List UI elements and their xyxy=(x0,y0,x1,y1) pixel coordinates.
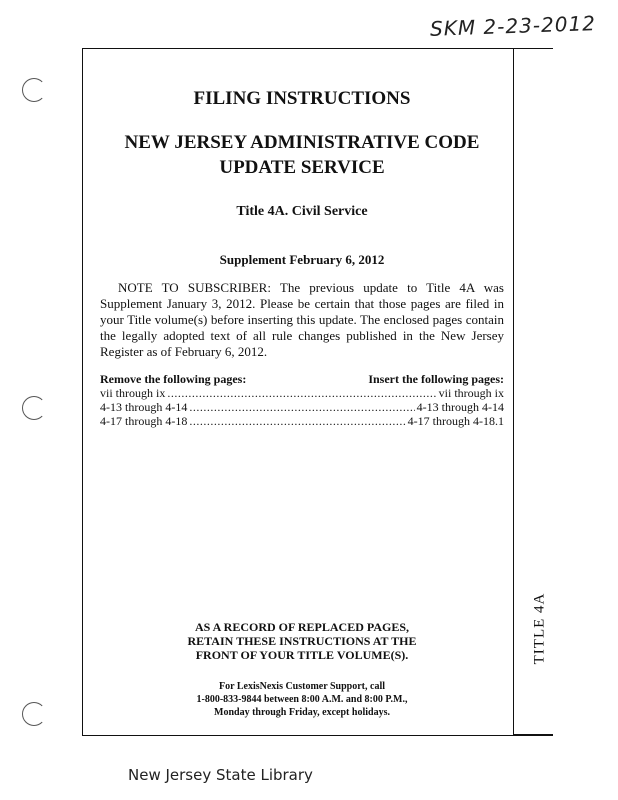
punch-hole xyxy=(22,396,46,420)
leader-dots xyxy=(189,414,405,428)
punch-hole xyxy=(22,702,46,726)
remove-pages: vii through ix xyxy=(100,386,166,400)
punch-hole xyxy=(22,78,46,102)
record-line: RETAIN THESE INSTRUCTIONS AT THE xyxy=(187,634,417,648)
support-line: For LexisNexis Customer Support, call xyxy=(218,681,385,692)
supplement-date: Supplement February 6, 2012 xyxy=(219,252,385,267)
support-line: Monday through Friday, except holidays. xyxy=(214,707,390,718)
record-notice xyxy=(100,620,504,662)
tab-label: TITLE 4A xyxy=(531,592,548,665)
leader-dots xyxy=(189,400,414,414)
insert-pages: 4-13 through 4-14 xyxy=(416,400,504,414)
remove-pages: 4-13 through 4-14 xyxy=(100,400,188,414)
heading-filing-instructions: FILING INSTRUCTIONS xyxy=(193,88,411,109)
insert-header: Insert the following pages: xyxy=(368,372,504,386)
remove-header: Remove the following pages: xyxy=(100,372,247,386)
table-row xyxy=(100,386,504,400)
heading-update-service: UPDATE SERVICE xyxy=(219,157,385,178)
customer-support xyxy=(100,680,504,719)
main-content xyxy=(100,80,504,428)
insert-pages: vii through ix xyxy=(438,386,504,400)
library-stamp: New Jersey State Library xyxy=(128,766,313,784)
record-line: FRONT OF YOUR TITLE VOLUME(S). xyxy=(195,648,409,662)
tab-divider xyxy=(513,48,514,736)
subscriber-note: NOTE TO SUBSCRIBER: The previous update to Title 4A was Supplement January 3, 2012. Please be certain that those pages are filed in your Title volume(s) before inserting this update. The enclosed pages contain the legally adopted text of all rule changes published in the New Jersey Register as of February 6, 2012. xyxy=(100,280,504,359)
pages-table xyxy=(100,372,504,428)
record-line: AS A RECORD OF REPLACED PAGES, xyxy=(194,620,410,634)
leader-dots xyxy=(167,386,436,400)
insert-pages: 4-17 through 4-18.1 xyxy=(407,414,504,428)
table-row xyxy=(100,400,504,414)
handwritten-note: SKM 2-23-2012 xyxy=(429,11,597,41)
table-header xyxy=(100,372,504,386)
table-row xyxy=(100,414,504,428)
heading-code: NEW JERSEY ADMINISTRATIVE CODE xyxy=(124,132,480,153)
tab-border xyxy=(513,734,553,735)
tab-border xyxy=(513,48,553,49)
support-phone: 1-800-833-9844 between 8:00 A.M. and 8:00 P.M., xyxy=(196,694,408,705)
remove-pages: 4-17 through 4-18 xyxy=(100,414,188,428)
title-name: Title 4A. Civil Service xyxy=(236,204,368,219)
